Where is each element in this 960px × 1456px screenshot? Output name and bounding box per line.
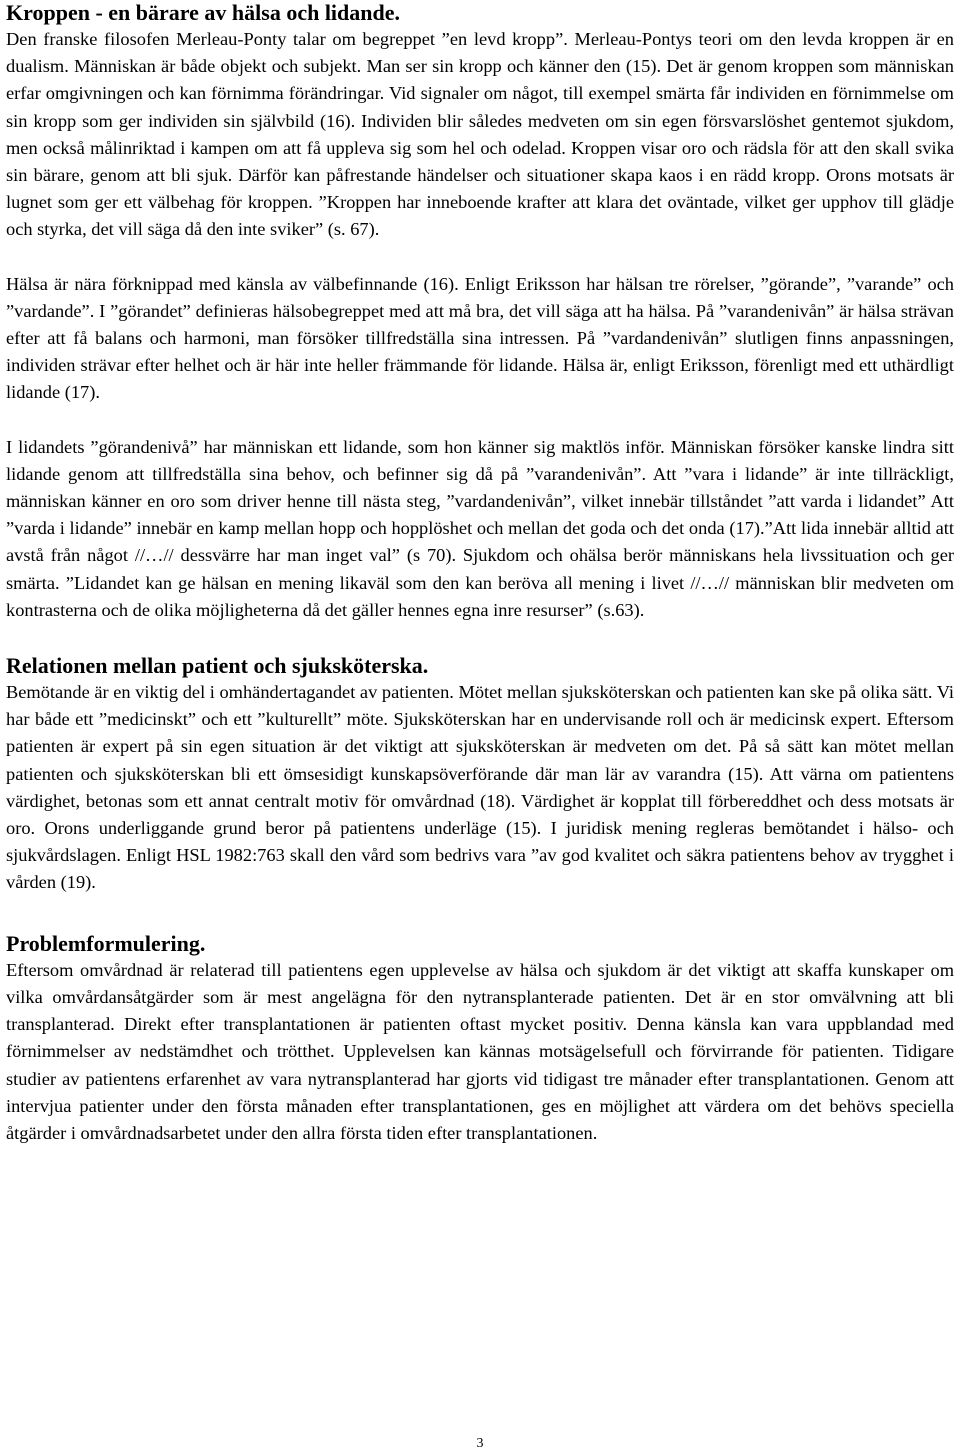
section-heading-relation: Relationen mellan patient och sjuksköterska.: [6, 653, 429, 679]
section-heading-body: Kroppen - en bärare av hälsa och lidande.: [6, 0, 401, 25]
paragraph-health: Hälsa är nära förknippad med känsla av välbefinnande (16). Enligt Eriksson har hälsan tre rörelser, ”görande”, ”varande” och ”vardande”. I ”görandet” definieras hälsobegreppet med att må bra, det vill säga att ha hälsa. På ”varandenivån” är hälsa strävan efter att få balans och harmoni, man försöker tillfredställa sina intressen. På ”vardandenivån” slutligen finns anpassningen, individen strävar efter helhet och är här inte heller främmande för lidande. Hälsa är, enligt Eriksson, förenligt med ett uthärdligt lidande (17).: [6, 273, 954, 403]
paragraph-relation: Bemötande är en viktig del i omhändertagandet av patienten. Mötet mellan sjuksköterskan och patienten kan ske på olika sätt. Vi har både ett ”medicinskt” och ett ”kulturellt” möte. Sjuksköterskan har en undervisande roll och är medicinsk expert. Eftersom patienten är expert på sin egen situation är det viktigt att sjuksköterskan är medveten om det. På så sätt kan mötet mellan patienten och sjuksköterskan bli ett ömsesidigt kunskapsöverförande där man lär av varandra (15). Att värna om patientens värdighet, betonas som ett annat centralt motiv för omvårdnad (18). Värdighet är kopplat till förbereddhet och dess motsats är oro. Orons underliggande grund beror på patientens underläge (15). I juridisk mening regleras bemötandet i hälso- och sjukvårdslagen. Enligt HSL 1982:763 skall den vård som bedrivs vara ”av god kvalitet och säkra patientens behov av trygghet i vården (19).: [6, 682, 954, 893]
document-page: [6, 0, 954, 1147]
paragraph-problem: Eftersom omvårdnad är relaterad till patientens egen upplevelse av hälsa och sjukdom är det viktigt att skaffa kunskaper om vilka omvårdansåtgärder som är mest angelägna för den nytransplanterade patienten. Det är en stor omvälvning att bli transplanterad. Direkt efter transplantationen är patienten oftast mycket positiv. Denna känsla kan vara uppblandad med förnimmelser av nedstämdhet och trötthet. Upplevelsen kan kännas motsägelsefull och förvirrande för patienten. Tidigare studier av patientens erfarenhet av vara nytransplanterad har gjorts vid tidigast tre månader efter transplantationen. Genom att intervjua patienter under den första månaden efter transplantationen, ges en möjlighet att värdera om det behövs speciella åtgärder i omvårdnadsarbetet under den allra första tiden efter transplantationen.: [6, 959, 954, 1143]
paragraph-body-intro: Den franske filosofen Merleau-Ponty talar om begreppet ”en levd kropp”. Merleau-Pontys teori om den levda kroppen är en dualism. Människan är både objekt och subjekt. Man ser sin kropp och känner den (15). Det är genom kroppen som människan erfar omgivningen och kan förnimma förändringar. Vid signaler om något, till exempel smärta får individen en förnimmelse om sin kropp som ger individen sin självbild (16). Individen blir således medveten om sin egen försvarslöshet gentemot sjukdom, men också målinriktad i kampen om att få uppleva sig som hel och odelad. Kroppen visar oro och rädsla för att den skall svika sin bärare, genom att bli sjuk. Därför kan påfrestande händelser och situationer skapa kaos i en rädd kropp. Orons motsats är lugnet som ger ett välbehag för kroppen. ”Kroppen har inneboende krafter att klara det oväntade, vilket ger upphov till glädje och styrka, det vill säga då den inte sviker” (s. 67).: [6, 29, 954, 240]
paragraph-suffering: I lidandets ”görandenivå” har människan ett lidande, som hon känner sig maktlös inför. Människan försöker kanske lindra sitt lidande genom att tillfredställa sina behov, och befinner sig då på ”varandenivån”. Att ”vara i lidande” är inte tillräckligt, människan känner en oro som driver henne till nästa steg, ”vardandenivån”, vilket innebär tillståndet ”att varda i lidandet” Att ”varda i lidande” innebär en kamp mellan hopp och hopplöshet och mellan det goda och det onda (17).”Att lida innebär alltid att avstå från något //…// dessvärre har man inget val” (s 70). Sjukdom och ohälsa berör människans hela livssituation och ger smärta. ”Lidandet kan ge hälsan en mening likaväl som den kan beröva all mening i livet //…// människan blir medveten om kontrasterna och de olika möjligheterna då det gäller hennes egna inre resurser” (s.63).: [6, 436, 954, 620]
page-number: 3: [476, 1436, 484, 1451]
section-heading-problem: Problemformulering.: [6, 930, 206, 956]
